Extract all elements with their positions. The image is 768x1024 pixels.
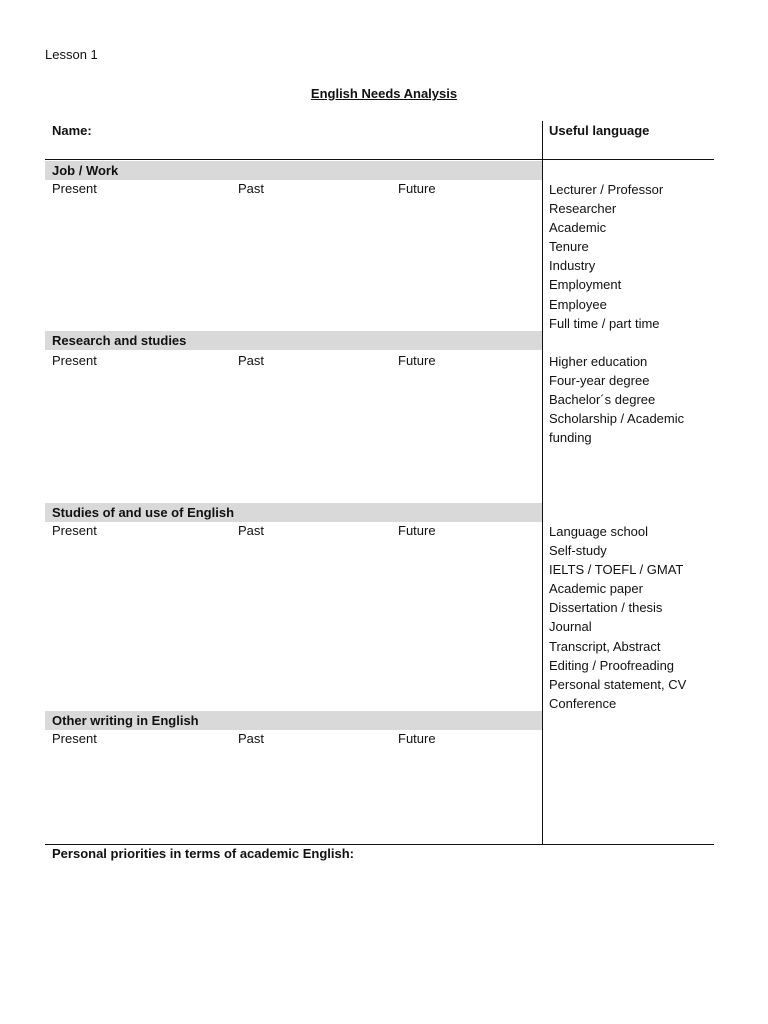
list-item: Full time / part time (549, 315, 660, 331)
bottom-divider (45, 844, 714, 845)
section-title: Studies of and use of English (52, 505, 235, 520)
list-item: Employment (549, 277, 622, 293)
list-item: Lecturer / Professor (549, 182, 664, 197)
present-column-label: Present (52, 731, 97, 746)
list-item: IELTS / TOEFL / GMAT (549, 562, 684, 578)
past-column-label: Past (238, 181, 265, 196)
list-item: Journal (549, 619, 592, 635)
section-title: Job / Work (52, 163, 119, 178)
list-item: Researcher (549, 201, 617, 217)
list-item: Bachelor´s degree (549, 392, 656, 408)
personal-priorities-label: Personal priorities in terms of academic English: (52, 846, 354, 861)
list-item: Self-study (549, 543, 607, 559)
future-column-label: Future (398, 181, 436, 196)
useful-language-list-research-studies (549, 352, 684, 447)
list-item: funding (549, 430, 592, 446)
list-item: Higher education (549, 354, 648, 369)
list-item: Dissertation / thesis (549, 600, 663, 616)
list-item: Scholarship / Academic (549, 411, 685, 427)
section-header-research-studies (45, 331, 542, 350)
past-column-label: Past (238, 731, 265, 746)
list-item: Employee (549, 296, 607, 312)
list-item: Tenure (549, 239, 589, 255)
list-item: Editing / Proofreading (549, 657, 675, 673)
section-title: Research and studies (52, 333, 187, 348)
list-item: Industry (549, 258, 596, 274)
list-item: Academic paper (549, 581, 643, 597)
future-column-label: Future (398, 731, 436, 746)
future-column-label: Future (398, 523, 436, 538)
present-column-label: Present (52, 523, 97, 538)
header-divider (45, 159, 714, 160)
section-header-english-studies (45, 503, 542, 522)
list-item: Academic (549, 220, 607, 236)
useful-language-list-english-studies (549, 522, 686, 713)
section-title: Other writing in English (52, 713, 199, 728)
list-item: Four-year degree (549, 373, 650, 389)
present-column-label: Present (52, 181, 97, 196)
useful-language-list-job-work (549, 180, 663, 333)
list-item: Personal statement, CV (549, 676, 687, 692)
past-column-label: Past (238, 353, 265, 368)
name-field-label: Name: (52, 123, 92, 138)
future-column-label: Future (398, 353, 436, 368)
past-column-label: Past (238, 523, 265, 538)
section-header-job-work (45, 161, 542, 180)
document-title: English Needs Analysis (310, 86, 458, 101)
section-header-other-writing (45, 711, 542, 730)
list-item: Language school (549, 524, 649, 539)
column-divider (542, 121, 543, 845)
list-item: Transcript, Abstract (549, 638, 661, 654)
present-column-label: Present (52, 353, 97, 368)
list-item: Conference (549, 695, 617, 711)
useful-language-heading: Useful language (549, 123, 650, 138)
lesson-label: Lesson 1 (45, 47, 98, 62)
